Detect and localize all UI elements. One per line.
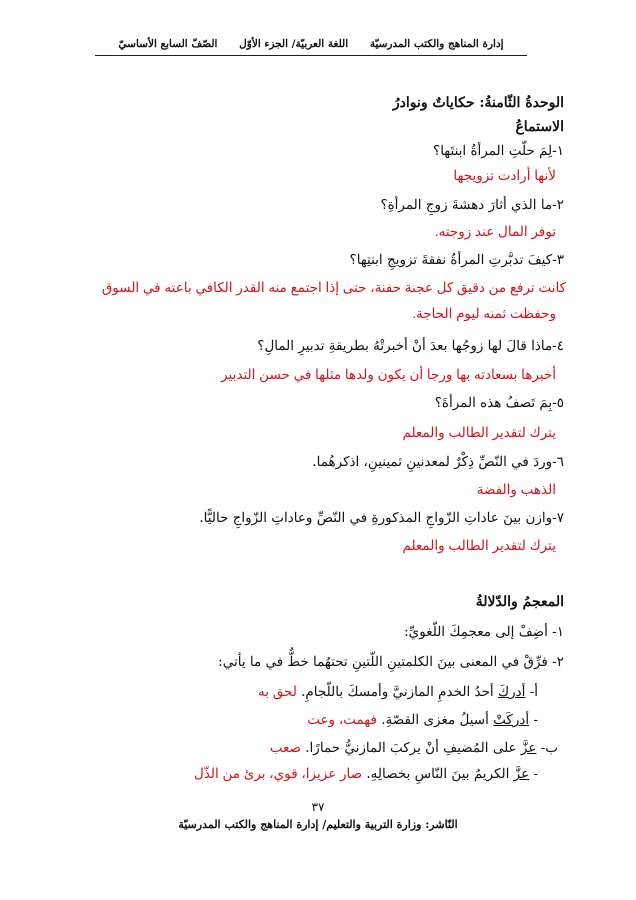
question-4: ٤-ماذا قالَ لها زوجُها بعدَ أنْ أخبرتْهُ بطريقةِ تدبيرِ المالِ؟ xyxy=(257,338,564,354)
header-grade: الصّفّ السابع الأساسيّ xyxy=(118,38,218,50)
question-2: ٢-ما الذي أثارَ دهشةَ زوجِ المرأةِ؟ xyxy=(380,197,564,213)
underlined-word: أدركَتْ xyxy=(493,712,530,728)
underlined-word: أدركَ xyxy=(497,684,526,700)
sentence-text: الكريمُ بينَ النّاسِ بخصالِهِ. xyxy=(366,766,514,782)
sentence-answer: فهمت، وعت xyxy=(307,712,377,727)
sentence-label: أ- xyxy=(529,684,538,700)
page-footer: النّاشر: وزارة التربية والتعليم/ إدارة المناهج والكتب المدرسيّة xyxy=(178,818,458,831)
section-heading-listening: الاستماعُ xyxy=(515,119,564,135)
sentence-text: أحدُ الخدمِ المازنيَّ وأمسكَ باللّجامِ. xyxy=(301,684,498,700)
answer-4: أخبرها بسعادته بها ورجا أن يكون ولدها مثلها في حسن التدبير xyxy=(221,367,556,382)
sentence-answer: صعب xyxy=(269,740,301,755)
lexicon-sentence-b xyxy=(40,710,564,730)
sentence-dash: - xyxy=(533,766,538,782)
lexicon-sentence-d xyxy=(40,764,564,784)
underlined-word: عزَّ xyxy=(513,766,530,782)
lexicon-item-2: ٢- فرِّقْ في المعنى بينَ الكلمتينِ اللّتينِ تحتهُما خطٌّ في ما يأتي: xyxy=(218,654,564,670)
unit-title: الوحدةُ الثّامنةُ: حكاياتٌ ونوادرُ xyxy=(392,95,564,111)
underlined-word: عزَّ xyxy=(520,740,537,756)
lexicon-sentence-a xyxy=(40,682,564,702)
question-1: ١-لِمَ حلّتِ المرأةُ ابنتَها؟ xyxy=(433,143,564,159)
question-5: ٥-بِمَ تَصفُ هذه المرأةَ؟ xyxy=(434,395,564,411)
answer-6: الذهب والفضة xyxy=(476,482,556,497)
page-number: ٣٧ xyxy=(311,800,325,814)
sentence-text: أسيلُ مغزى القصّةِ. xyxy=(381,712,494,728)
answer-7: يترك لتقدير الطالب والمعلم xyxy=(402,538,556,553)
lexicon-item-1: ١- أضِفْ إلى معجمِكَ اللّغويِّ: xyxy=(404,624,564,640)
sentence-answer: لحق به xyxy=(258,684,297,699)
header-divider xyxy=(95,55,527,56)
lexicon-sentence-c xyxy=(40,738,558,758)
sentence-text: على المُضيفِ أنْ يركبَ المازنيُّ حمارًا. xyxy=(305,740,521,756)
answer-5: يترك لتقدير الطالب والمعلم xyxy=(402,425,556,440)
header-subject: اللغة العربيّة/ الجزء الأوّل xyxy=(239,38,349,50)
answer-3-line-1: كانت ترفع من دقيق كل عجنة حفنة، حتى إذا اجتمع منه القدر الكافي باعته في السوق xyxy=(101,280,566,295)
answer-1: لأنها أرادت تزويجها xyxy=(453,168,556,183)
sentence-label: ب- xyxy=(540,740,558,756)
sentence-answer: صار عزيزا، قوي، برئ من الذّل xyxy=(194,766,363,781)
answer-2: توفر المال عند زوجته. xyxy=(434,224,556,239)
header-publisher: إدارة المناهج والكتب المدرسيّة xyxy=(369,38,504,50)
question-3: ٣-كيفَ تدبَّرتِ المرأةُ نفقةَ تزويجِ ابنتِها؟ xyxy=(349,252,564,268)
answer-3-line-2: وحفظت ثمنه ليوم الحاجة. xyxy=(412,306,556,321)
question-6: ٦-وردَ في النّصِّ ذِكْرٌ لمعدنينِ ثمينينِ، اذكرهُما. xyxy=(312,454,564,470)
section-heading-lexicon: المعجمُ والدّلالةُ xyxy=(475,594,564,610)
sentence-dash: - xyxy=(533,712,538,728)
page-header xyxy=(95,38,527,50)
question-7: ٧-وازن بينَ عاداتِ الزّواجِ المذكورةِ في النّصِّ وعاداتِ الزّواجِ حاليًّا. xyxy=(199,510,564,526)
